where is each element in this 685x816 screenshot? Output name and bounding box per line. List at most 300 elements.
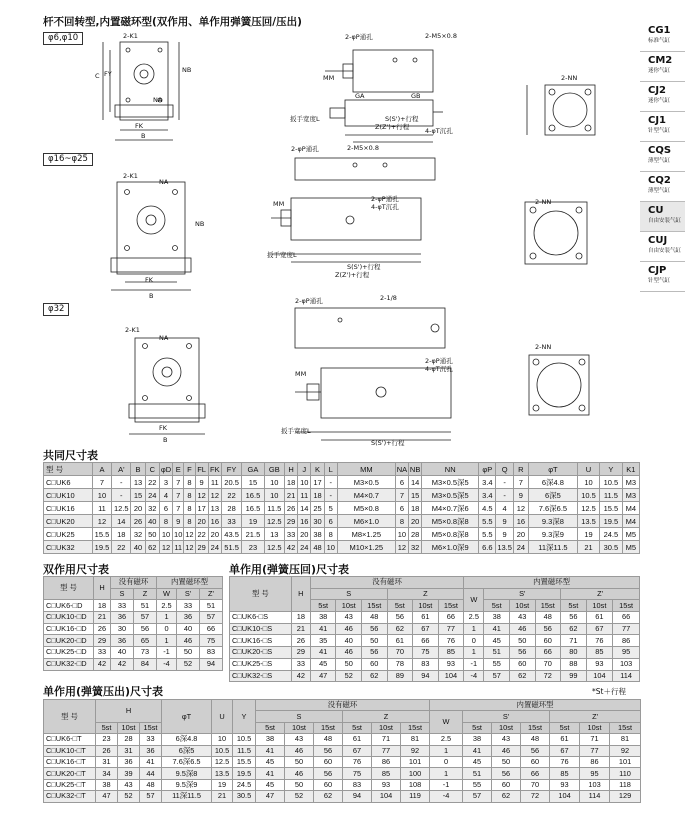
col-magnet: 内置磁环型 (464, 577, 640, 589)
table-cell: 35 (310, 635, 336, 647)
table-cell: 93 (586, 658, 613, 670)
table-cell: C□UK16-□D (44, 623, 94, 635)
table-cell: 1 (430, 745, 463, 756)
table-cell: 71 (580, 734, 610, 745)
table-cell: 26 (291, 635, 310, 647)
table-cell: 101 (610, 756, 641, 767)
single-return-table-title: 单作用(弹簧压回)尺寸表 (229, 563, 350, 576)
table-cell: 50 (492, 756, 521, 767)
table-cell: 19 (242, 515, 264, 528)
table-cell: 55 (484, 658, 510, 670)
table-cell: 9.3深8 (529, 515, 578, 528)
table-cell: 45 (256, 756, 285, 767)
table-cell: 3.4 (479, 476, 496, 489)
table-cell: 13.5 (577, 515, 599, 528)
table-cell: 10 (264, 476, 284, 489)
table-header: K (311, 463, 324, 476)
table-cell: M5×0.8 (337, 502, 395, 515)
table-cell: 61 (387, 635, 413, 647)
table-cell: 44 (140, 768, 162, 779)
table-cell: 1 (464, 623, 484, 635)
table-cell: 51 (484, 647, 510, 659)
table-header: Y (600, 463, 622, 476)
table-cell: 103 (613, 658, 640, 670)
label-b-3: B (163, 436, 168, 444)
table-row (44, 489, 640, 502)
table-header: MM (337, 463, 395, 476)
table-cell: 20 (409, 515, 422, 528)
stroke-header: 10st (413, 600, 439, 612)
sidebar-desc: 自由安装气缸 (648, 218, 682, 224)
sidebar-item-cqs[interactable] (640, 142, 685, 172)
table-cell: 89 (387, 670, 413, 682)
table-cell: 23 (96, 734, 118, 745)
drawing-row-large (95, 294, 640, 450)
table-cell: 62 (387, 623, 413, 635)
table-row (230, 647, 640, 659)
table-cell: 13 (131, 476, 145, 489)
label-port2-3: 2-φP通孔 (425, 357, 453, 365)
table-cell: M5 (622, 541, 639, 554)
table-cell: C□UK32-□D (44, 658, 94, 670)
table-cell: 55 (463, 779, 492, 790)
table-cell: 41 (140, 756, 162, 767)
table-cell: 56 (492, 768, 521, 779)
table-cell: 20 (131, 502, 145, 515)
sidebar-item-cj2[interactable] (640, 82, 685, 112)
table-cell: 0 (430, 756, 463, 767)
stroke-header: 10st (492, 722, 521, 733)
col-model: 型 号 (44, 700, 96, 734)
table-cell: 8 (184, 502, 195, 515)
table-cell: 67 (413, 623, 439, 635)
table-cell: 31 (96, 756, 118, 767)
table-cell: 10 (264, 489, 284, 502)
table-header: C (145, 463, 159, 476)
table-cell: 110 (610, 768, 641, 779)
table-cell: 114 (613, 670, 640, 682)
label-pipe-3: 2-1/8 (380, 294, 397, 302)
label-tsink-2: 4-φT沉孔 (371, 203, 399, 211)
table-row (44, 734, 641, 745)
table-cell: 81 (401, 734, 430, 745)
table-cell: -4 (430, 791, 463, 802)
table-cell: 1 (157, 635, 177, 647)
table-cell: 43 (285, 734, 314, 745)
table-cell: 47 (310, 670, 336, 682)
table-cell: 8 (184, 515, 195, 528)
table-cell: -4 (157, 658, 177, 670)
col-s: S (310, 588, 387, 600)
table-header: L (324, 463, 337, 476)
label-port-2: 2-φP通孔 (291, 145, 319, 153)
label-fk: FK (135, 122, 144, 130)
sidebar-item-cg1[interactable] (640, 22, 685, 52)
table-cell: 100 (401, 768, 430, 779)
table-cell: 20.5 (221, 476, 241, 489)
table-cell: 75 (343, 768, 372, 779)
table-cell: 33 (111, 600, 134, 612)
table-cell: 77 (372, 745, 401, 756)
label-nn-2: 2-NN (535, 198, 552, 206)
col-no-magnet: 没有磁环 (256, 700, 430, 711)
table-cell: 85 (438, 647, 464, 659)
table-cell: 10 (324, 541, 337, 554)
col-y: Y (233, 700, 256, 734)
table-cell: 86 (580, 756, 610, 767)
table-cell: 85 (372, 768, 401, 779)
label-nn-3: 2-NN (535, 343, 552, 351)
sub-header: S' (177, 588, 200, 600)
table-cell: 12 (159, 541, 172, 554)
technical-drawing (95, 30, 640, 150)
col-h: H (96, 700, 162, 723)
table-cell: 15 (131, 489, 145, 502)
table-cell: 12 (395, 541, 408, 554)
table-cell: 9 (195, 476, 208, 489)
table-header: NA (396, 464, 408, 474)
table-cell: C□UK20-□D (44, 635, 94, 647)
page-title: 杆不回转型,内置磁环型(双作用、单作用弹簧压回/压出) (43, 16, 302, 28)
sidebar-item-cj1[interactable] (640, 112, 685, 142)
col-no-magnet: 没有磁环 (111, 577, 157, 589)
table-cell: 11.5 (264, 502, 284, 515)
label-wrench-3: 扳手宽度L (281, 427, 311, 435)
sidebar-desc: 标准气缸 (648, 38, 671, 44)
table-cell: 56 (314, 745, 343, 756)
table-cell: C□UK10-□S (230, 623, 292, 635)
table-header: A' (112, 463, 131, 476)
table-cell: -1 (464, 658, 484, 670)
table-cell: 51 (463, 768, 492, 779)
table-cell: 46 (492, 745, 521, 756)
table-cell: 19 (212, 779, 233, 790)
variant-label-large: φ32 (43, 303, 69, 316)
stroke-header: 15st (535, 600, 561, 612)
table-header: E (173, 463, 184, 476)
table-cell: 24 (208, 541, 221, 554)
table-cell: 46 (285, 768, 314, 779)
table-cell: 7 (173, 489, 184, 502)
table-cell: 48 (140, 779, 162, 790)
table-cell: C□UK6-□T (44, 734, 96, 745)
table-cell: 6深4.8 (162, 734, 212, 745)
table-cell: 108 (401, 779, 430, 790)
drawing-row-small (95, 30, 640, 150)
table-cell: 36 (111, 612, 134, 624)
table-cell: 42 (284, 541, 297, 554)
label-nb: NB (182, 66, 192, 74)
table-cell: 77 (580, 745, 610, 756)
table-cell: 19 (577, 528, 599, 541)
table-cell: 11深11.5 (529, 541, 578, 554)
table-cell: 12.5 (212, 756, 233, 767)
table-cell: 11 (208, 476, 221, 489)
table-row (44, 779, 641, 790)
table-row (44, 791, 641, 802)
common-table-title: 共同尺寸表 (43, 449, 98, 462)
table-cell: - (112, 476, 131, 489)
stroke-header: 10st (509, 600, 535, 612)
table-cell: 2.5 (157, 600, 177, 612)
table-row (44, 515, 640, 528)
table-cell: 3 (159, 476, 172, 489)
table-cell: 114 (580, 791, 610, 802)
table-header: FL (195, 463, 208, 476)
table-cell: 92 (401, 745, 430, 756)
sub-header: S (111, 588, 134, 600)
sidebar-code: CUJ (648, 235, 668, 246)
table-cell: 95 (613, 647, 640, 659)
table-cell: 22 (195, 528, 208, 541)
table-cell: 16 (298, 515, 311, 528)
table-cell: 12.5 (264, 541, 284, 554)
table-cell: 22 (145, 476, 159, 489)
table-cell: C□UK32-□S (230, 670, 292, 682)
table-cell: C□UK16-□T (44, 756, 96, 767)
label-wrench: 扳手宽度L (290, 115, 320, 123)
table-cell: 104 (550, 791, 580, 802)
table-cell: 52 (336, 670, 362, 682)
table-cell: 11 (92, 502, 111, 515)
table-cell: 76 (550, 756, 580, 767)
table-cell: 50 (336, 658, 362, 670)
table-cell: - (496, 476, 513, 489)
sidebar-item-cu[interactable] (640, 202, 685, 232)
table-cell: 10 (577, 476, 599, 489)
col-model: 型 号 (230, 577, 292, 612)
table-cell: 10 (159, 528, 172, 541)
sidebar-code: CJ2 (648, 85, 667, 96)
table-cell: 16 (208, 515, 221, 528)
double-table-title: 双作用尺寸表 (43, 563, 109, 576)
table-cell: 12.5 (264, 515, 284, 528)
table-cell: 29 (284, 515, 297, 528)
sidebar-item-cq2[interactable] (640, 172, 685, 202)
col-h: H (94, 577, 111, 600)
table-cell: 52 (177, 658, 200, 670)
table-cell: 5.5 (479, 515, 496, 528)
table-header: Q (496, 463, 513, 476)
sidebar-item-cjp[interactable] (640, 262, 685, 292)
table-cell: 57 (200, 612, 223, 624)
table-header: GB (264, 463, 284, 476)
single-acting-extend-table (43, 699, 641, 803)
table-cell: 85 (586, 647, 613, 659)
stroke-header: 15st (610, 722, 641, 733)
col-u: U (212, 700, 233, 734)
table-cell: 24.5 (233, 779, 256, 790)
table-cell: 22 (221, 489, 241, 502)
sidebar-code: CQ2 (648, 175, 671, 186)
table-cell: 7.6深6.5 (529, 502, 578, 515)
label-stroke-s-2: S(S')+行程 (347, 263, 381, 271)
table-cell: 67 (586, 623, 613, 635)
table-cell: 94 (343, 791, 372, 802)
table-cell: 30 (311, 515, 324, 528)
table-cell: 8 (184, 476, 195, 489)
table-cell: 21 (212, 791, 233, 802)
sub-header: Z' (200, 588, 223, 600)
label-stroke-z: Z(Z')+行程 (375, 123, 410, 131)
table-cell: 57 (134, 612, 157, 624)
label-m5: 2-M5×0.8 (425, 32, 458, 40)
table-cell: -1 (157, 647, 177, 659)
table-cell: 70 (521, 779, 550, 790)
table-cell: 0 (464, 635, 484, 647)
label-mm-2: MM (273, 200, 285, 208)
table-cell: 40 (177, 623, 200, 635)
table-cell: C□UK6-□S (230, 612, 292, 624)
table-cell: 24 (513, 541, 528, 554)
table-cell: 32 (131, 528, 145, 541)
table-cell: 11 (174, 542, 183, 552)
table-cell: C□UK20 (44, 515, 93, 528)
table-row (44, 600, 223, 612)
variant-label-small: φ6,φ10 (43, 32, 83, 45)
table-cell: 66 (438, 612, 464, 624)
table-row (230, 670, 640, 682)
table-cell: 13.5 (497, 542, 512, 552)
table-cell: 41 (484, 623, 510, 635)
table-cell: M3×0.5深5 (422, 476, 479, 489)
stroke-header: 15st (438, 600, 464, 612)
table-cell: 18 (409, 502, 422, 515)
table-cell: 8 (324, 528, 337, 541)
sidebar-desc: 薄型气缸 (648, 188, 671, 194)
table-cell: M6×1.0深9 (422, 541, 479, 554)
table-cell: - (496, 489, 513, 502)
table-cell: C□UK25-□T (44, 779, 96, 790)
table-cell: 76 (438, 635, 464, 647)
sidebar-code: CU (648, 205, 664, 216)
label-nn: 2-NN (561, 74, 578, 82)
table-header: 型 号 (44, 463, 93, 476)
table-cell: - (112, 489, 131, 502)
technical-drawing (95, 300, 640, 450)
table-row (44, 528, 640, 541)
table-cell: 33 (221, 515, 241, 528)
table-cell: 85 (550, 768, 580, 779)
col-z: Z (343, 711, 430, 722)
table-cell: 12 (513, 502, 528, 515)
table-cell: 10 (174, 529, 183, 539)
stroke-header: 15st (140, 722, 162, 733)
stroke-header: 5st (310, 600, 336, 612)
table-cell: 47 (256, 791, 285, 802)
table-cell: M8×1.25 (337, 528, 395, 541)
table-cell: 21 (291, 623, 310, 635)
table-row (44, 658, 223, 670)
table-cell: 36 (111, 635, 134, 647)
table-cell: 62 (492, 791, 521, 802)
stroke-header: 10st (586, 600, 613, 612)
label-c: C (95, 72, 100, 80)
table-cell: 50 (177, 647, 200, 659)
table-header: GA (242, 463, 264, 476)
table-row (44, 612, 223, 624)
table-cell: C□UK20-□S (230, 647, 292, 659)
table-cell: 13 (208, 502, 221, 515)
stroke-header: 10st (118, 722, 140, 733)
table-cell: C□UK10-□D (44, 612, 94, 624)
table-cell: 20 (298, 528, 311, 541)
table-cell: 33 (140, 734, 162, 745)
table-cell: 77 (613, 623, 640, 635)
table-cell: - (324, 476, 337, 489)
table-cell: 7.6深6.5 (162, 756, 212, 767)
table-cell: 12 (185, 542, 194, 552)
table-cell: 70 (387, 647, 413, 659)
table-cell: 60 (521, 756, 550, 767)
table-cell: 11 (298, 489, 311, 502)
stroke-header: 15st (362, 600, 388, 612)
table-cell: 61 (550, 734, 580, 745)
label-b-2: B (149, 292, 154, 300)
table-cell: C□UK16-□S (230, 635, 292, 647)
table-cell: 104 (372, 791, 401, 802)
table-cell: 11深11.5 (162, 791, 212, 802)
table-cell: 99 (561, 670, 587, 682)
table-cell: 95 (580, 768, 610, 779)
table-cell: 10.5 (212, 745, 233, 756)
table-cell: 13 (264, 528, 284, 541)
common-dimension-table (43, 462, 640, 554)
col-model: 型 号 (44, 577, 94, 600)
table-cell: 10 (395, 528, 408, 541)
table-row (230, 635, 640, 647)
label-stroke-s-3: S(S')+行程 (371, 439, 405, 447)
sidebar-item-cuj[interactable] (640, 232, 685, 262)
col-w: W (464, 588, 484, 611)
stroke-header: 5st (463, 722, 492, 733)
table-cell: 24 (298, 541, 311, 554)
table-cell: 26 (94, 623, 111, 635)
table-cell: 50 (285, 756, 314, 767)
table-cell: 42 (291, 670, 310, 682)
table-cell: 66 (200, 623, 223, 635)
col-magnet: 内置磁环型 (157, 577, 223, 589)
label-na: NA (153, 96, 163, 104)
table-cell: 62 (509, 670, 535, 682)
table-cell: 30 (111, 623, 134, 635)
table-cell: 42 (111, 658, 134, 670)
sidebar-desc: 迷你气缸 (648, 98, 671, 104)
table-cell: 6 (159, 502, 172, 515)
table-cell: 9 (513, 489, 528, 502)
table-cell: 48 (521, 734, 550, 745)
table-cell: 21 (284, 489, 297, 502)
table-cell: 42 (94, 658, 111, 670)
table-cell: 9 (496, 515, 513, 528)
sidebar-desc: 针型气缸 (648, 128, 671, 134)
table-cell: 12 (185, 529, 194, 539)
stroke-header: 5st (96, 722, 118, 733)
table-cell: 67 (550, 745, 580, 756)
stroke-header: 5st (484, 600, 510, 612)
single-acting-return-table (229, 576, 640, 682)
table-cell: 56 (561, 612, 587, 624)
table-cell: 65 (134, 635, 157, 647)
table-cell: 62 (362, 670, 388, 682)
table-cell: 52 (118, 791, 140, 802)
table-cell: 73 (134, 647, 157, 659)
table-cell: M10×1.25 (337, 541, 395, 554)
table-cell: 28 (409, 528, 422, 541)
table-cell: 38 (256, 734, 285, 745)
table-cell: M3 (622, 489, 639, 502)
sidebar-item-cm2[interactable] (640, 52, 685, 82)
